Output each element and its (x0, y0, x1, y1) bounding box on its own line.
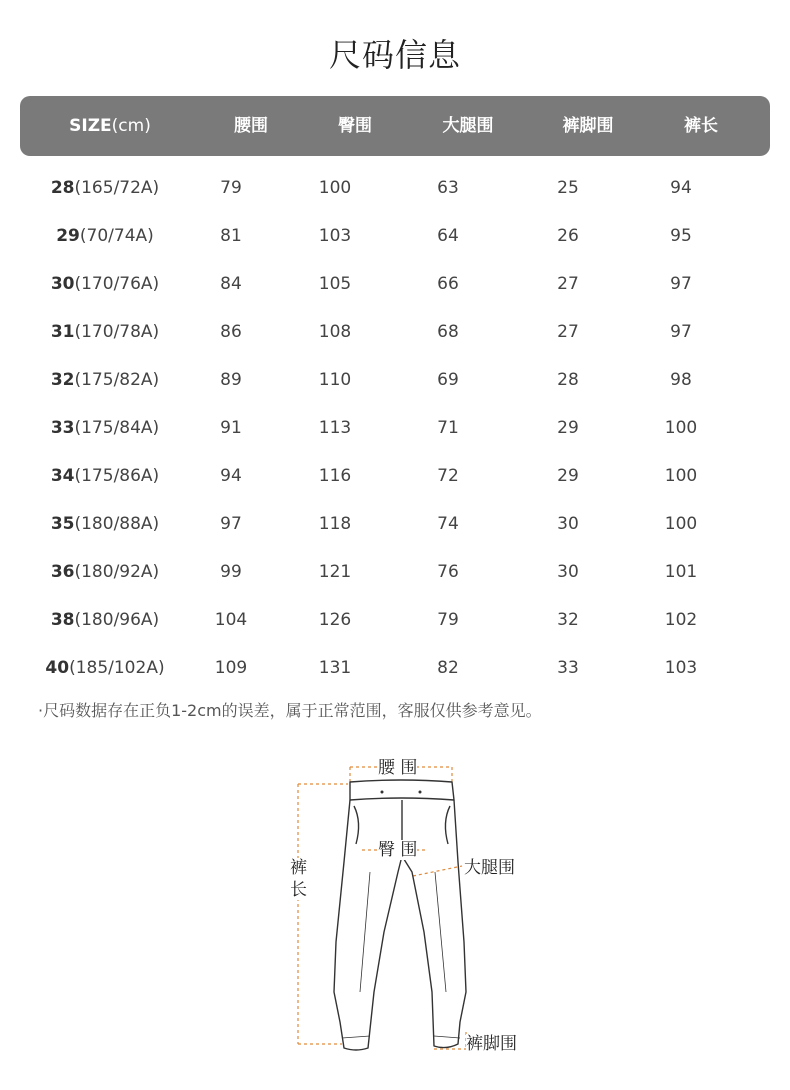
size-number: 29 (56, 226, 80, 246)
right-leg-outline (402, 800, 466, 1048)
thigh-cell: 74 (437, 514, 459, 534)
hip-cell: 110 (318, 370, 352, 390)
thigh-guide-line (413, 866, 462, 876)
size-spec: (170/78A) (74, 322, 160, 342)
size-spec: (175/84A) (74, 418, 160, 438)
hem-cell: 28 (557, 370, 579, 390)
hip-cell: 121 (318, 562, 352, 582)
header-size (50, 96, 170, 156)
size-spec: (180/96A) (74, 610, 160, 630)
size-cell (30, 308, 180, 356)
hip-cell: 126 (318, 610, 352, 630)
table-row (0, 164, 790, 212)
left-leg-outline (334, 800, 402, 1050)
waist-cell: 94 (220, 466, 242, 486)
size-spec: (175/86A) (74, 466, 160, 486)
size-spec: (180/92A) (74, 562, 160, 582)
table-row (0, 500, 790, 548)
size-cell (30, 644, 180, 692)
hip-cell: 116 (318, 466, 352, 486)
hem-cell: 32 (557, 610, 579, 630)
page-title: 尺码信息 (328, 36, 461, 74)
waist-cell: 89 (220, 370, 242, 390)
size-note: ·尺码数据存在正负1-2cm的误差，属于正常范围，客服仅供参考意见。 (38, 701, 542, 720)
header-size-label: SIZE (69, 116, 112, 136)
thigh-cell: 64 (437, 226, 459, 246)
hip-cell: 108 (318, 322, 352, 342)
size-table-header (20, 96, 770, 156)
length-cell: 100 (664, 418, 698, 438)
pants-illustration (270, 752, 550, 1062)
length-cell: 95 (670, 226, 692, 246)
hem-cell: 26 (557, 226, 579, 246)
length-cell: 102 (664, 610, 698, 630)
hip-cell: 105 (318, 274, 352, 294)
length-label-2: 长 (290, 880, 307, 900)
thigh-cell: 66 (437, 274, 459, 294)
left-pocket (354, 806, 359, 844)
size-number: 36 (50, 562, 75, 582)
table-row (0, 356, 790, 404)
waist-cell: 91 (220, 418, 242, 438)
left-cuff (342, 1036, 370, 1038)
size-spec: (185/102A) (69, 658, 165, 678)
hem-cell: 29 (557, 418, 579, 438)
hip-cell: 118 (318, 514, 352, 534)
header-waist: 腰围 (234, 116, 268, 136)
header-thigh: 大腿围 (442, 116, 494, 136)
size-number: 31 (50, 322, 75, 342)
size-cell (30, 164, 180, 212)
size-spec: (70/74A) (79, 226, 154, 246)
thigh-label: 大腿围 (464, 858, 515, 878)
length-cell: 97 (670, 274, 692, 294)
hem-cell: 29 (557, 466, 579, 486)
hem-cell: 33 (557, 658, 579, 678)
hip-cell: 131 (318, 658, 352, 678)
thigh-cell: 79 (437, 610, 459, 630)
size-number: 32 (50, 370, 75, 390)
header-hip: 臀围 (338, 116, 372, 136)
waistband-outline (350, 780, 454, 800)
size-number: 40 (45, 658, 70, 678)
hem-cell: 25 (557, 178, 579, 198)
waist-cell: 97 (220, 514, 242, 534)
thigh-cell: 71 (437, 418, 459, 438)
table-row (0, 452, 790, 500)
size-number: 28 (50, 178, 75, 198)
size-spec: (165/72A) (74, 178, 160, 198)
waist-cell: 99 (220, 562, 242, 582)
length-cell: 100 (664, 466, 698, 486)
waist-button-left (381, 791, 384, 794)
size-cell (30, 404, 180, 452)
waist-cell: 84 (220, 274, 242, 294)
waist-label: 腰 围 (378, 758, 418, 778)
length-cell: 98 (670, 370, 692, 390)
thigh-cell: 82 (437, 658, 459, 678)
length-cell: 101 (664, 562, 698, 582)
thigh-cell: 63 (437, 178, 459, 198)
size-cell (30, 596, 180, 644)
table-row (0, 644, 790, 692)
size-number: 35 (50, 514, 75, 534)
table-row (0, 260, 790, 308)
size-number: 33 (50, 418, 75, 438)
right-pocket (445, 806, 450, 844)
right-crease (435, 872, 446, 992)
size-cell (30, 260, 180, 308)
right-cuff (434, 1036, 460, 1038)
length-cell: 97 (670, 322, 692, 342)
size-cell (30, 356, 180, 404)
waist-cell: 81 (220, 226, 242, 246)
table-row (0, 548, 790, 596)
thigh-cell: 69 (437, 370, 459, 390)
size-number: 38 (50, 610, 75, 630)
waist-cell: 104 (214, 610, 248, 630)
thigh-cell: 68 (437, 322, 459, 342)
size-number: 34 (50, 466, 75, 486)
size-spec: (170/76A) (74, 274, 160, 294)
hip-cell: 103 (318, 226, 352, 246)
hem-cell: 30 (557, 562, 579, 582)
waist-cell: 86 (220, 322, 242, 342)
header-length: 裤长 (684, 116, 718, 136)
header-size-unit: (cm) (111, 116, 151, 136)
waist-cell: 79 (220, 178, 242, 198)
size-cell (30, 452, 180, 500)
hem-cell: 27 (557, 322, 579, 342)
size-cell (30, 212, 180, 260)
size-cell (30, 548, 180, 596)
size-number: 30 (50, 274, 75, 294)
thigh-cell: 72 (437, 466, 459, 486)
waist-button-right (419, 791, 422, 794)
hem-label: 裤脚围 (466, 1034, 517, 1054)
size-spec: (175/82A) (74, 370, 160, 390)
hem-cell: 30 (557, 514, 579, 534)
thigh-cell: 76 (437, 562, 459, 582)
length-label-1: 裤 (290, 858, 307, 878)
size-cell (30, 500, 180, 548)
table-row (0, 596, 790, 644)
table-row (0, 404, 790, 452)
hip-label: 臀 围 (378, 840, 418, 860)
size-spec: (180/88A) (74, 514, 160, 534)
hip-cell: 100 (318, 178, 352, 198)
length-cell: 100 (664, 514, 698, 534)
hip-cell: 113 (318, 418, 352, 438)
hem-cell: 27 (557, 274, 579, 294)
length-cell: 103 (664, 658, 698, 678)
pants-measurement-diagram (270, 752, 550, 1062)
table-row (0, 308, 790, 356)
waist-cell: 109 (214, 658, 248, 678)
length-cell: 94 (670, 178, 692, 198)
header-hem: 裤脚围 (562, 116, 614, 136)
table-row (0, 212, 790, 260)
left-crease (360, 872, 370, 992)
